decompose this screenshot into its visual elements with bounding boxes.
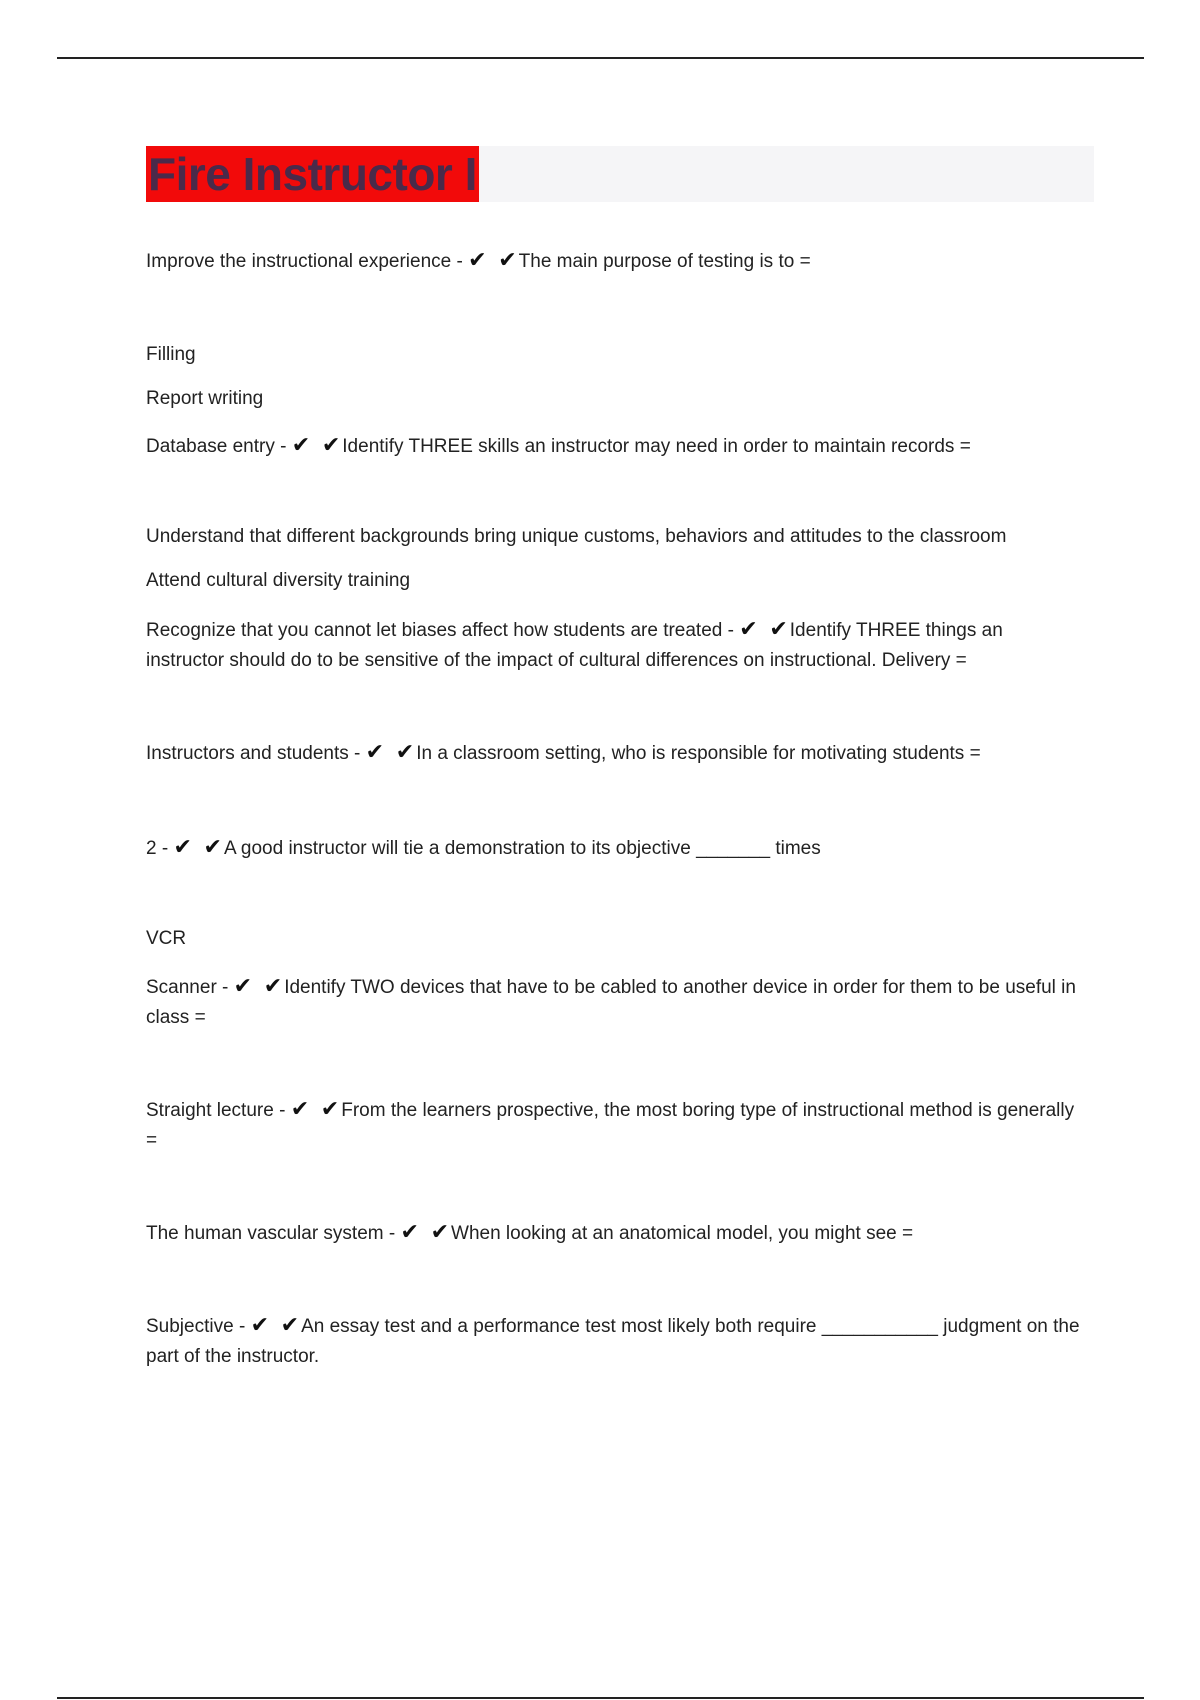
- list-item: VCR: [146, 928, 187, 949]
- page-title: Fire Instructor I: [148, 148, 477, 200]
- answer-text: Improve the instructional experience: [146, 251, 452, 272]
- check-icon: ✔ ✔: [400, 1220, 452, 1245]
- check-icon: ✔ ✔: [173, 835, 224, 860]
- answer-text: The human vascular system: [146, 1223, 384, 1244]
- question-text: Identify THREE skills an instructor may need in order to maintain records =: [342, 436, 971, 457]
- answer-text: 2: [146, 838, 157, 859]
- qa-item: 2 - ✔ ✔A good instructor will tie a demonstration to its objective _______ times: [146, 835, 821, 860]
- check-icon: ✔ ✔: [233, 974, 285, 999]
- question-text: In a classroom setting, who is responsible for motivating students =: [416, 743, 981, 764]
- list-item: Attend cultural diversity training: [146, 570, 411, 591]
- bottom-rule: [57, 1697, 1144, 1699]
- check-icon: ✔ ✔: [365, 740, 417, 765]
- answer-text: Subjective: [146, 1316, 234, 1337]
- list-item: Filling: [146, 344, 196, 365]
- question-text: When looking at an anatomical model, you might see =: [451, 1223, 914, 1244]
- check-icon: ✔ ✔: [291, 433, 343, 458]
- question-text: An essay test and a performance test most likely both require ___________ judgment on the part of the instructor.: [146, 1316, 1080, 1367]
- check-icon: ✔ ✔: [290, 1097, 342, 1122]
- qa-item: Instructors and students - ✔ ✔In a classroom setting, who is responsible for motivating students =: [146, 740, 981, 765]
- answer-text: Instructors and students: [146, 743, 349, 764]
- qa-item: Subjective - ✔ ✔An essay test and a performance test most likely both require ___________ judgment on the part of the instructor.: [146, 1313, 1080, 1367]
- qa-item: Straight lecture - ✔ ✔From the learners prospective, the most boring type of instructional method is generally =: [146, 1097, 1075, 1151]
- answer-text: Straight lecture: [146, 1100, 274, 1121]
- answer-text: Recognize that you cannot let biases affect how students are treated: [146, 620, 723, 641]
- qa-item: Scanner - ✔ ✔Identify TWO devices that have to be cabled to another device in order for them to be useful in class =: [146, 974, 1076, 1028]
- qa-item: The human vascular system - ✔ ✔When looking at an anatomical model, you might see =: [146, 1220, 914, 1245]
- answer-text: Scanner: [146, 977, 217, 998]
- top-rule: [57, 57, 1144, 59]
- qa-item: Database entry - ✔ ✔Identify THREE skills an instructor may need in order to maintain records =: [146, 433, 971, 458]
- qa-item: Recognize that you cannot let biases affect how students are treated - ✔ ✔Identify THREE things an instructor should do to be sensitive of the impact of cultural differences on instructional. Delivery =: [146, 617, 1003, 671]
- qa-item: Improve the instructional experience - ✔ ✔The main purpose of testing is to =: [146, 248, 811, 273]
- check-icon: ✔ ✔: [739, 617, 790, 642]
- question-text: Identify THREE things an instructor should do to be sensitive of the impact of cultural differences on instructional. Delivery =: [146, 620, 1003, 671]
- title-highlight: [146, 146, 479, 202]
- question-text: Identify TWO devices that have to be cabled to another device in order for them to be useful in class =: [146, 977, 1076, 1028]
- answer-text: Database entry: [146, 436, 275, 457]
- check-icon: ✔ ✔: [250, 1313, 302, 1338]
- question-text: The main purpose of testing is to =: [518, 251, 811, 272]
- question-text: A good instructor will tie a demonstration to its objective _______ times: [224, 838, 821, 859]
- list-item: Understand that different backgrounds bring unique customs, behaviors and attitudes to the classroom: [146, 526, 1007, 547]
- check-icon: ✔ ✔: [468, 248, 519, 273]
- list-item: Report writing: [146, 388, 264, 409]
- question-text: From the learners prospective, the most boring type of instructional method is generally =: [146, 1100, 1075, 1151]
